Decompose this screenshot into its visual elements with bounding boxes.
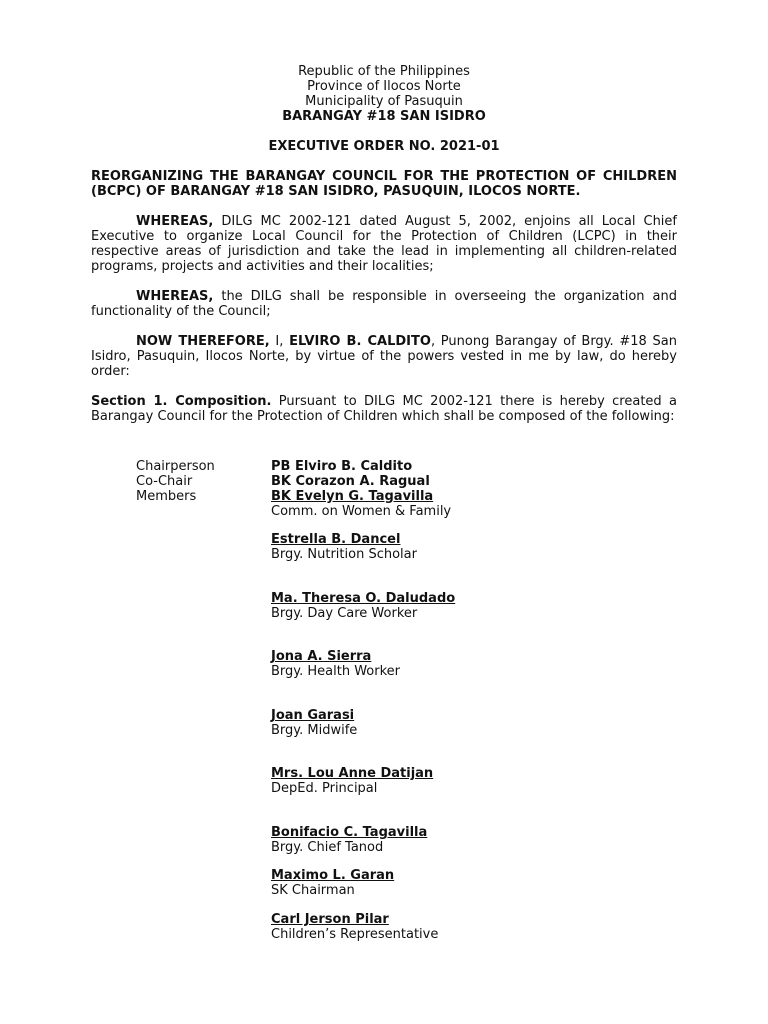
member-title: Brgy. Nutrition Scholar (271, 547, 417, 562)
header-republic: Republic of the Philippines (298, 64, 470, 79)
now-therefore-text-a: I, (269, 334, 290, 349)
member-name: Joan Garasi (271, 708, 355, 723)
whereas-text-2: the DILG shall be responsible in overseeing the organization and functionality of the Council; (91, 289, 677, 319)
order-subject: REORGANIZING THE BARANGAY COUNCIL FOR THE PROTECTION OF CHILDREN (BCPC) OF BARANGAY #18 SAN ISIDRO, PASUQUIN, ILOCOS NORTE. (91, 169, 677, 199)
member-name: Maximo L. Garan (271, 868, 395, 883)
section-1-paragraph (91, 394, 677, 424)
officer-row (136, 504, 696, 519)
member-entry (271, 708, 357, 738)
officer-row (136, 489, 696, 504)
officer-name: PB Elviro B. Caldito (271, 459, 413, 474)
officer-list (136, 459, 696, 519)
member-title: Brgy. Midwife (271, 723, 358, 738)
now-therefore-paragraph (91, 334, 677, 379)
document-body (91, 64, 677, 424)
member-title: Brgy. Day Care Worker (271, 606, 418, 621)
member-title: DepEd. Principal (271, 781, 378, 796)
officer-role: Chairperson (136, 459, 215, 474)
member-name: Carl Jerson Pilar (271, 912, 389, 927)
header-barangay: BARANGAY #18 SAN ISIDRO (282, 109, 486, 124)
officer-row (136, 459, 696, 474)
whereas-lead-2: WHEREAS, (136, 289, 214, 304)
member-title: Brgy. Chief Tanod (271, 840, 384, 855)
officer-row (136, 474, 696, 489)
member-entry (271, 766, 433, 796)
member-name: Mrs. Lou Anne Datijan (271, 766, 434, 781)
member-name: Estrella B. Dancel (271, 532, 401, 547)
member-title: Comm. on Women & Family (271, 504, 452, 519)
member-entry (271, 532, 417, 562)
member-entry (271, 591, 455, 621)
order-title: EXECUTIVE ORDER NO. 2021-01 (268, 139, 500, 154)
section-1-text: Pursuant to DILG MC 2002-121 there is hereby created a Barangay Council for the Protection of Children which shall be composed of the following: (91, 394, 677, 424)
member-entry (271, 912, 438, 942)
whereas-text-1: DILG MC 2002-121 dated August 5, 2002, enjoins all Local Chief Executive to organize Local Council for the Protection of Children (LCPC) in their respective areas of jurisdiction and take the lead in implementing all children-related programs, projects and activities and their localities; (91, 214, 677, 274)
officer-name: BK Corazon A. Ragual (271, 474, 430, 489)
whereas-lead-1: WHEREAS, (136, 214, 214, 229)
header-municipality: Municipality of Pasuquin (305, 94, 463, 109)
member-name: Bonifacio C. Tagavilla (271, 825, 428, 840)
now-therefore-lead: NOW THEREFORE, (136, 334, 270, 349)
member-entry (271, 825, 427, 855)
member-title: Brgy. Health Worker (271, 664, 401, 679)
now-therefore-text-b: , Punong Barangay of Brgy. #18 San Isidro, Pasuquin, Ilocos Norte, by virtue of the powers vested in me by law, do hereby order: (91, 334, 677, 379)
whereas-paragraph-1 (91, 214, 677, 274)
member-name: Jona A. Sierra (271, 649, 372, 664)
officer-role: Members (136, 489, 197, 504)
member-title: SK Chairman (271, 883, 355, 898)
member-title: Children’s Representative (271, 927, 439, 942)
section-1-lead: Section 1. Composition. (91, 394, 272, 409)
punong-barangay-name: ELVIRO B. CALDITO (289, 334, 431, 349)
header-province: Province of Ilocos Norte (307, 79, 461, 94)
officer-name: BK Evelyn G. Tagavilla (271, 489, 434, 504)
officer-role: Co-Chair (136, 474, 193, 489)
whereas-paragraph-2 (91, 289, 677, 319)
member-entry (271, 868, 394, 898)
member-name: Ma. Theresa O. Daludado (271, 591, 456, 606)
member-entry (271, 649, 400, 679)
